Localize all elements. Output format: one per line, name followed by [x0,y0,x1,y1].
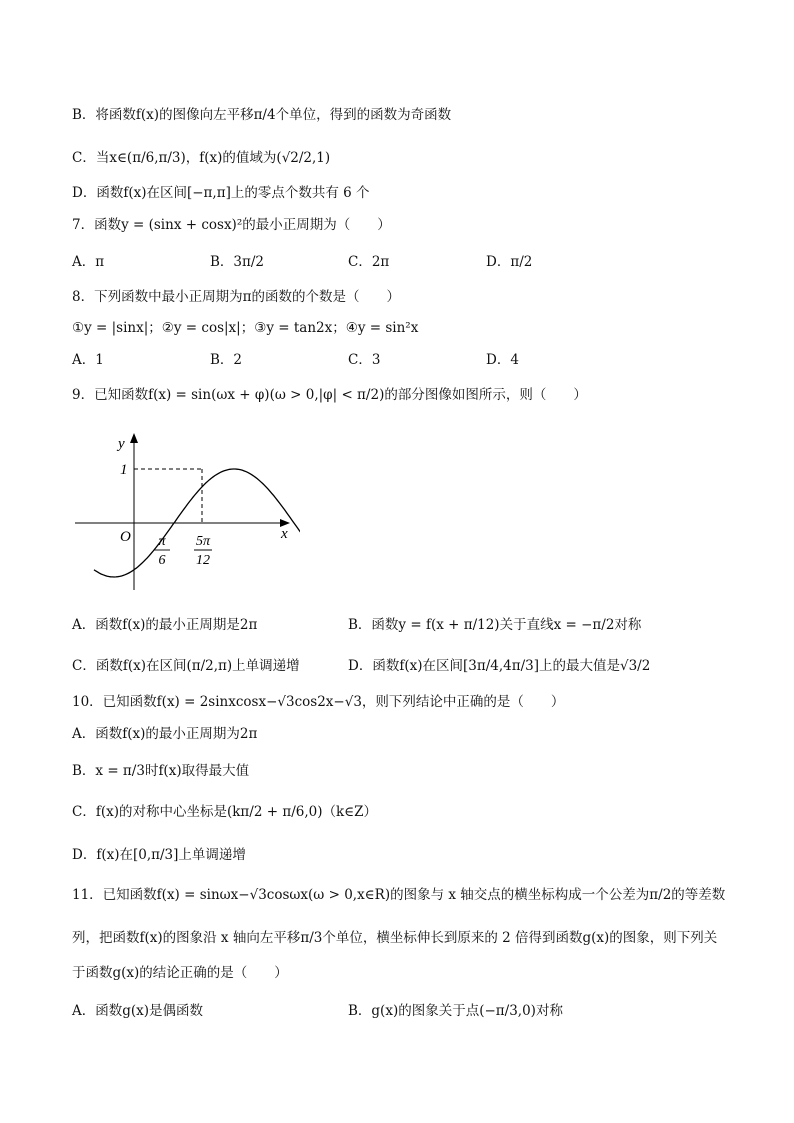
question-10: 10．已知函数f(x) = 2sinxcosx−√3cos2x−√3，则下列结论中正确的是（ ） [72,694,565,710]
q10-option-d: D．f(x)在[0,π/3]上单调递增 [72,847,246,863]
origin-label: O [120,529,131,545]
question-7: 7．函数y = (sinx + cosx)²的最小正周期为（ ） [72,217,391,233]
question-8: 8．下列函数中最小正周期为π的函数的个数是（ ） [72,289,400,305]
q8-items: ①y = |sinx|；②y = cos|x|；③y = tan2x；④y = sin²x [72,320,419,336]
question-11-line-3: 于函数g(x)的结论正确的是（ ） [72,965,288,981]
q8-option-c: C．3 [348,352,381,368]
max-value-label: 1 [120,462,128,478]
q6-option-d: D．函数f(x)在区间[−π,π]上的零点个数共有 6 个 [72,185,370,201]
tick1-numerator: π [158,534,166,549]
q9-option-a: A．函数f(x)的最小正周期是2π [72,617,258,633]
q9-option-b: B．函数y = f(x + π/12)关于直线x = −π/2对称 [348,617,642,633]
q6-option-b: B．将函数f(x)的图像向左平移π/4个单位，得到的函数为奇函数 [72,107,452,123]
q7-option-a: A．π [72,254,105,270]
q7-option-d: D．π/2 [486,254,533,270]
y-axis-arrow [130,433,138,443]
q8-option-a: A．1 [72,352,104,368]
q11-option-a: A．函数g(x)是偶函数 [72,1003,204,1019]
question-11-line-1: 11．已知函数f(x) = sinωx−√3cosωx(ω > 0,x∈R)的图象与 x 轴交点的横坐标构成一个公差为π/2的等差数 [72,887,726,903]
q7-option-b: B．3π/2 [210,254,265,270]
q8-option-d: D．4 [486,352,519,368]
q10-option-c: C．f(x)的对称中心坐标是(kπ/2 + π/6,0)（k∈Z） [72,804,378,820]
tick2-denominator: 12 [196,553,210,568]
tick1-denominator: 6 [158,553,166,568]
q10-option-a: A．函数f(x)的最小正周期为2π [72,726,258,742]
q6-option-c: C．当x∈(π/6,π/3)，f(x)的值域为(√2/2,1) [72,150,331,166]
q8-option-b: B．2 [210,352,243,368]
sine-graph [70,428,300,593]
q10-option-b: B．x = π/3时f(x)取得最大值 [72,763,250,779]
q9-option-d: D．函数f(x)在区间[3π/4,4π/3]上的最大值是√3/2 [348,658,651,674]
y-axis-label: y [118,436,125,452]
tick2-numerator: 5π [195,534,211,549]
question-9: 9．已知函数f(x) = sin(ωx + φ)(ω > 0,|φ| < π/2)的部分图像如图所示，则（ ） [72,387,587,403]
q7-option-c: C．2π [348,254,390,270]
q11-option-b: B．g(x)的图象关于点(−π/3,0)对称 [348,1003,563,1019]
x-axis-label: x [281,526,288,542]
q9-option-c: C．函数f(x)在区间(π/2,π)上单调递增 [72,658,300,674]
question-11-line-2: 列，把函数f(x)的图象沿 x 轴向左平移π/3个单位，横坐标伸长到原来的 2 倍得到函数g(x)的图象，则下列关 [72,930,718,946]
